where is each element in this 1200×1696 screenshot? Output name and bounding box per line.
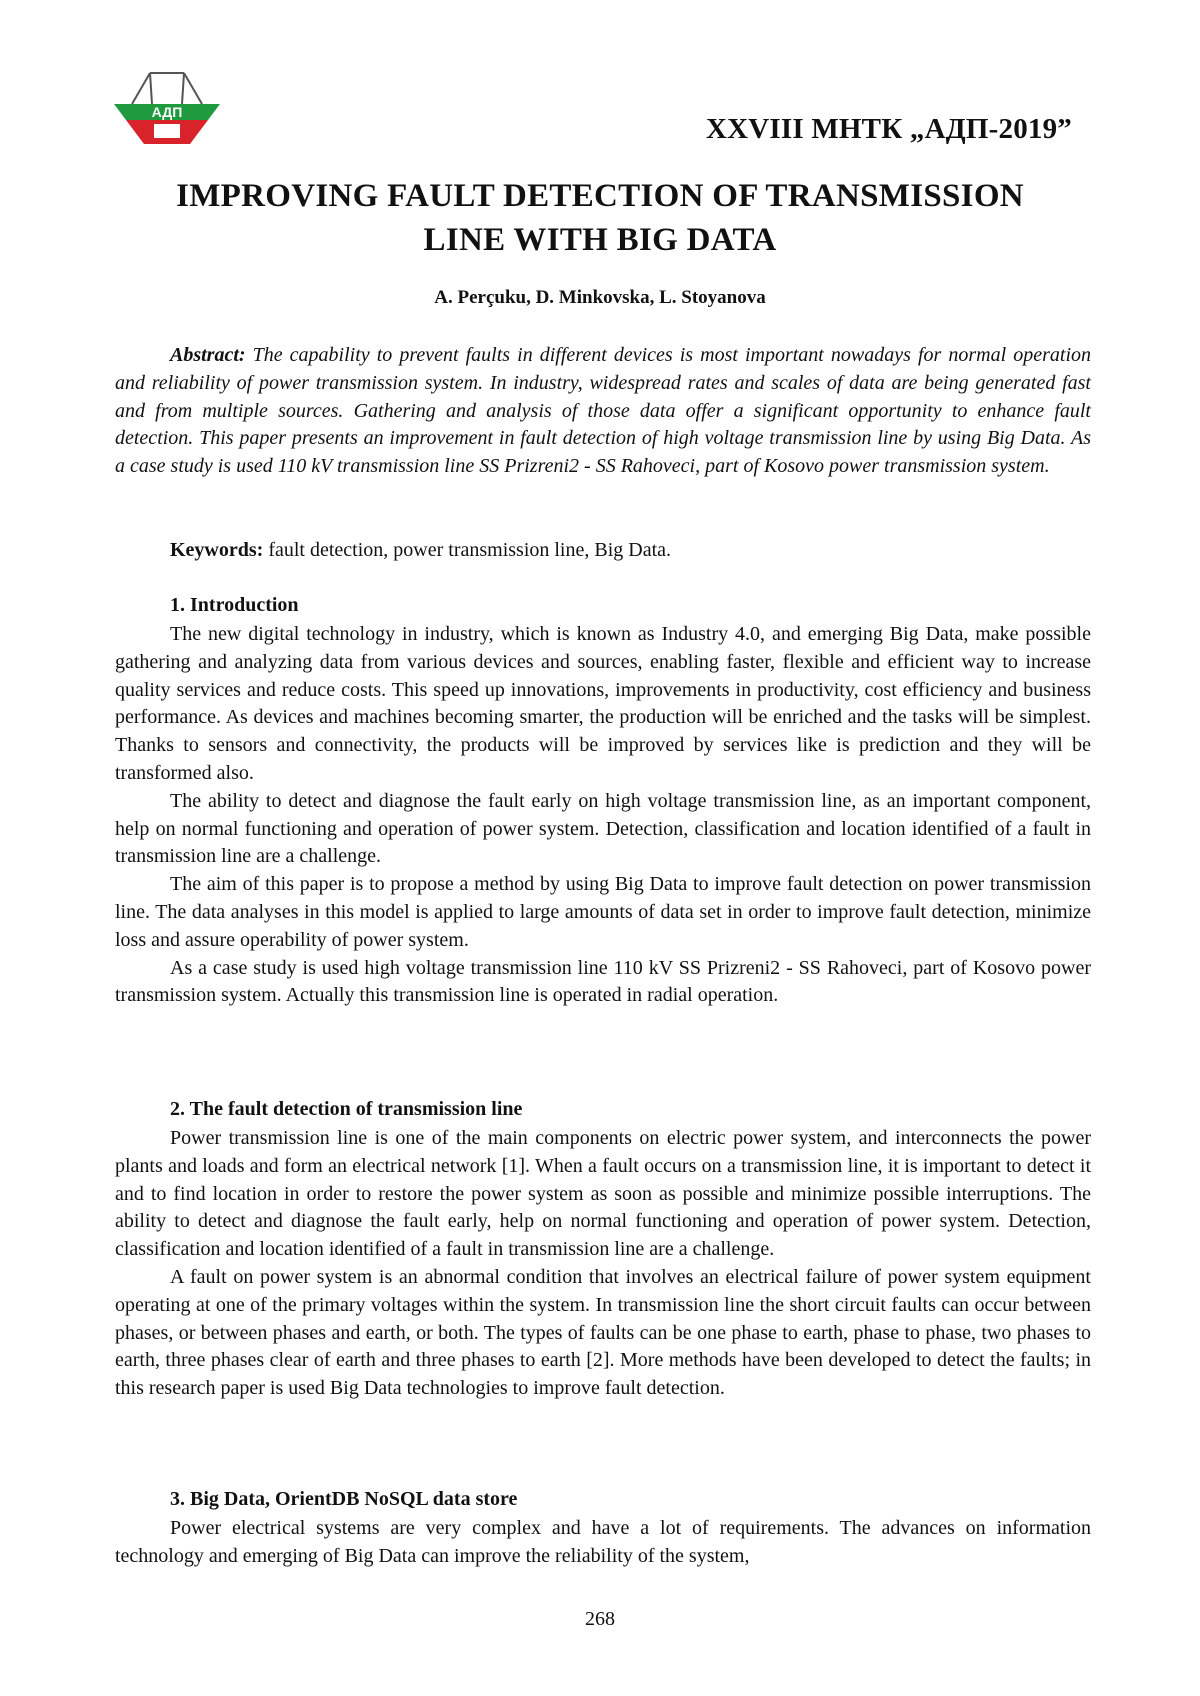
paragraph: The aim of this paper is to propose a method by using Big Data to improve fault detection on power transmission line. The data analyses in this model is applied to large amounts of data set in order to improve fault detection, minimize loss and assure operability of power system. (115, 873, 1091, 951)
paper-title-line-1: IMPROVING FAULT DETECTION OF TRANSMISSION (176, 178, 1024, 214)
section-body-fault-detection (115, 1125, 1091, 1403)
paper-title-line-2: LINE WITH BIG DATA (423, 222, 777, 258)
abstract (115, 342, 1091, 481)
section-body-big-data (115, 1515, 1091, 1571)
keywords (170, 539, 671, 562)
conference-title: XXVIII МНТК „АДП-2019” (706, 113, 1072, 145)
paragraph: A fault on power system is an abnormal condition that involves an electrical failure of power system equipment operating at one of the primary voltages within the system. In transmission line the short circuit faults can occur between phases, or between phases and earth, or both. The types of faults can be one phase to earth, phase to phase, two phases to earth, three phases clear of earth and three phases to earth [2]. More methods have been developed to detect the faults; in this research paper is used Big Data technologies to improve fault detection. (115, 1265, 1091, 1400)
section-body-introduction (115, 621, 1091, 1010)
author-list: A. Perçuku, D. Minkovska, L. Stoyanova (434, 287, 766, 308)
section-heading-introduction: 1. Introduction (170, 594, 299, 616)
paragraph: Power transmission line is one of the main components on electric power system, and interconnects the power plants and loads and form an electrical network [1]. When a fault occurs on a transmission line, it is important to detect it and to find location in order to restore the power system as soon as possible and minimize possible interruptions. The ability to detect and diagnose the fault early, help on normal functioning and operation of power system. Detection, classification and location identified of a fault in transmission line are a challenge. (115, 1127, 1091, 1261)
logo-white-cutout (154, 124, 180, 138)
paragraph: The new digital technology in industry, which is known as Industry 4.0, and emerging Big Data, make possible gathering and analyzing data from various devices and sources, enabling faster, flexible and efficient way to increase quality services and reduce costs. This speed up innovations, improvements in productivity, cost efficiency and business performance. As devices and machines becoming smarter, the production will be enriched and the tasks will be simplest. Thanks to sensors and connectivity, the products will be improved by services like is prediction and they will be transformed also. (115, 623, 1091, 784)
section-heading-fault-detection: 2. The fault detection of transmission line (170, 1098, 523, 1120)
abstract-label: Abstract: (170, 344, 246, 366)
keywords-label: Keywords: (170, 539, 264, 561)
abstract-text: The capability to prevent faults in different devices is most important nowadays for normal operation and reliability of power transmission system. In industry, widespread rates and scales of data are being generated fast and from multiple sources. Gathering and analysis of those data offer a significant opportunity to enhance fault detection. This paper presents an improvement in fault detection of high voltage transmission line by using Big Data. As a case study is used 110 kV transmission line SS Prizreni2 - SS Rahoveci, part of Kosovo power transmission system. (115, 344, 1091, 478)
paragraph: The ability to detect and diagnose the fault early on high voltage transmission line, as an important component, help on normal functioning and operation of power system. Detection, classification and location identified of a fault in transmission line are a challenge. (115, 789, 1091, 868)
keywords-text: fault detection, power transmission line, Big Data. (263, 539, 672, 561)
adp-logo (112, 70, 222, 148)
section-heading-big-data: 3. Big Data, OrientDB NoSQL data store (170, 1488, 518, 1510)
paper-title (0, 174, 1200, 262)
paragraph: As a case study is used high voltage transmission line 110 kV SS Prizreni2 - SS Rahoveci, part of Kosovo power transmission system. Actually this transmission line is operated in radial operation. (115, 956, 1091, 1007)
page-number: 268 (585, 1608, 615, 1630)
logo-frame (132, 73, 202, 104)
paragraph: Power electrical systems are very complex and have a lot of requirements. The advances on information technology and emerging of Big Data can improve the reliability of the system, (115, 1517, 1091, 1567)
logo-lettering: АДП (151, 104, 183, 120)
